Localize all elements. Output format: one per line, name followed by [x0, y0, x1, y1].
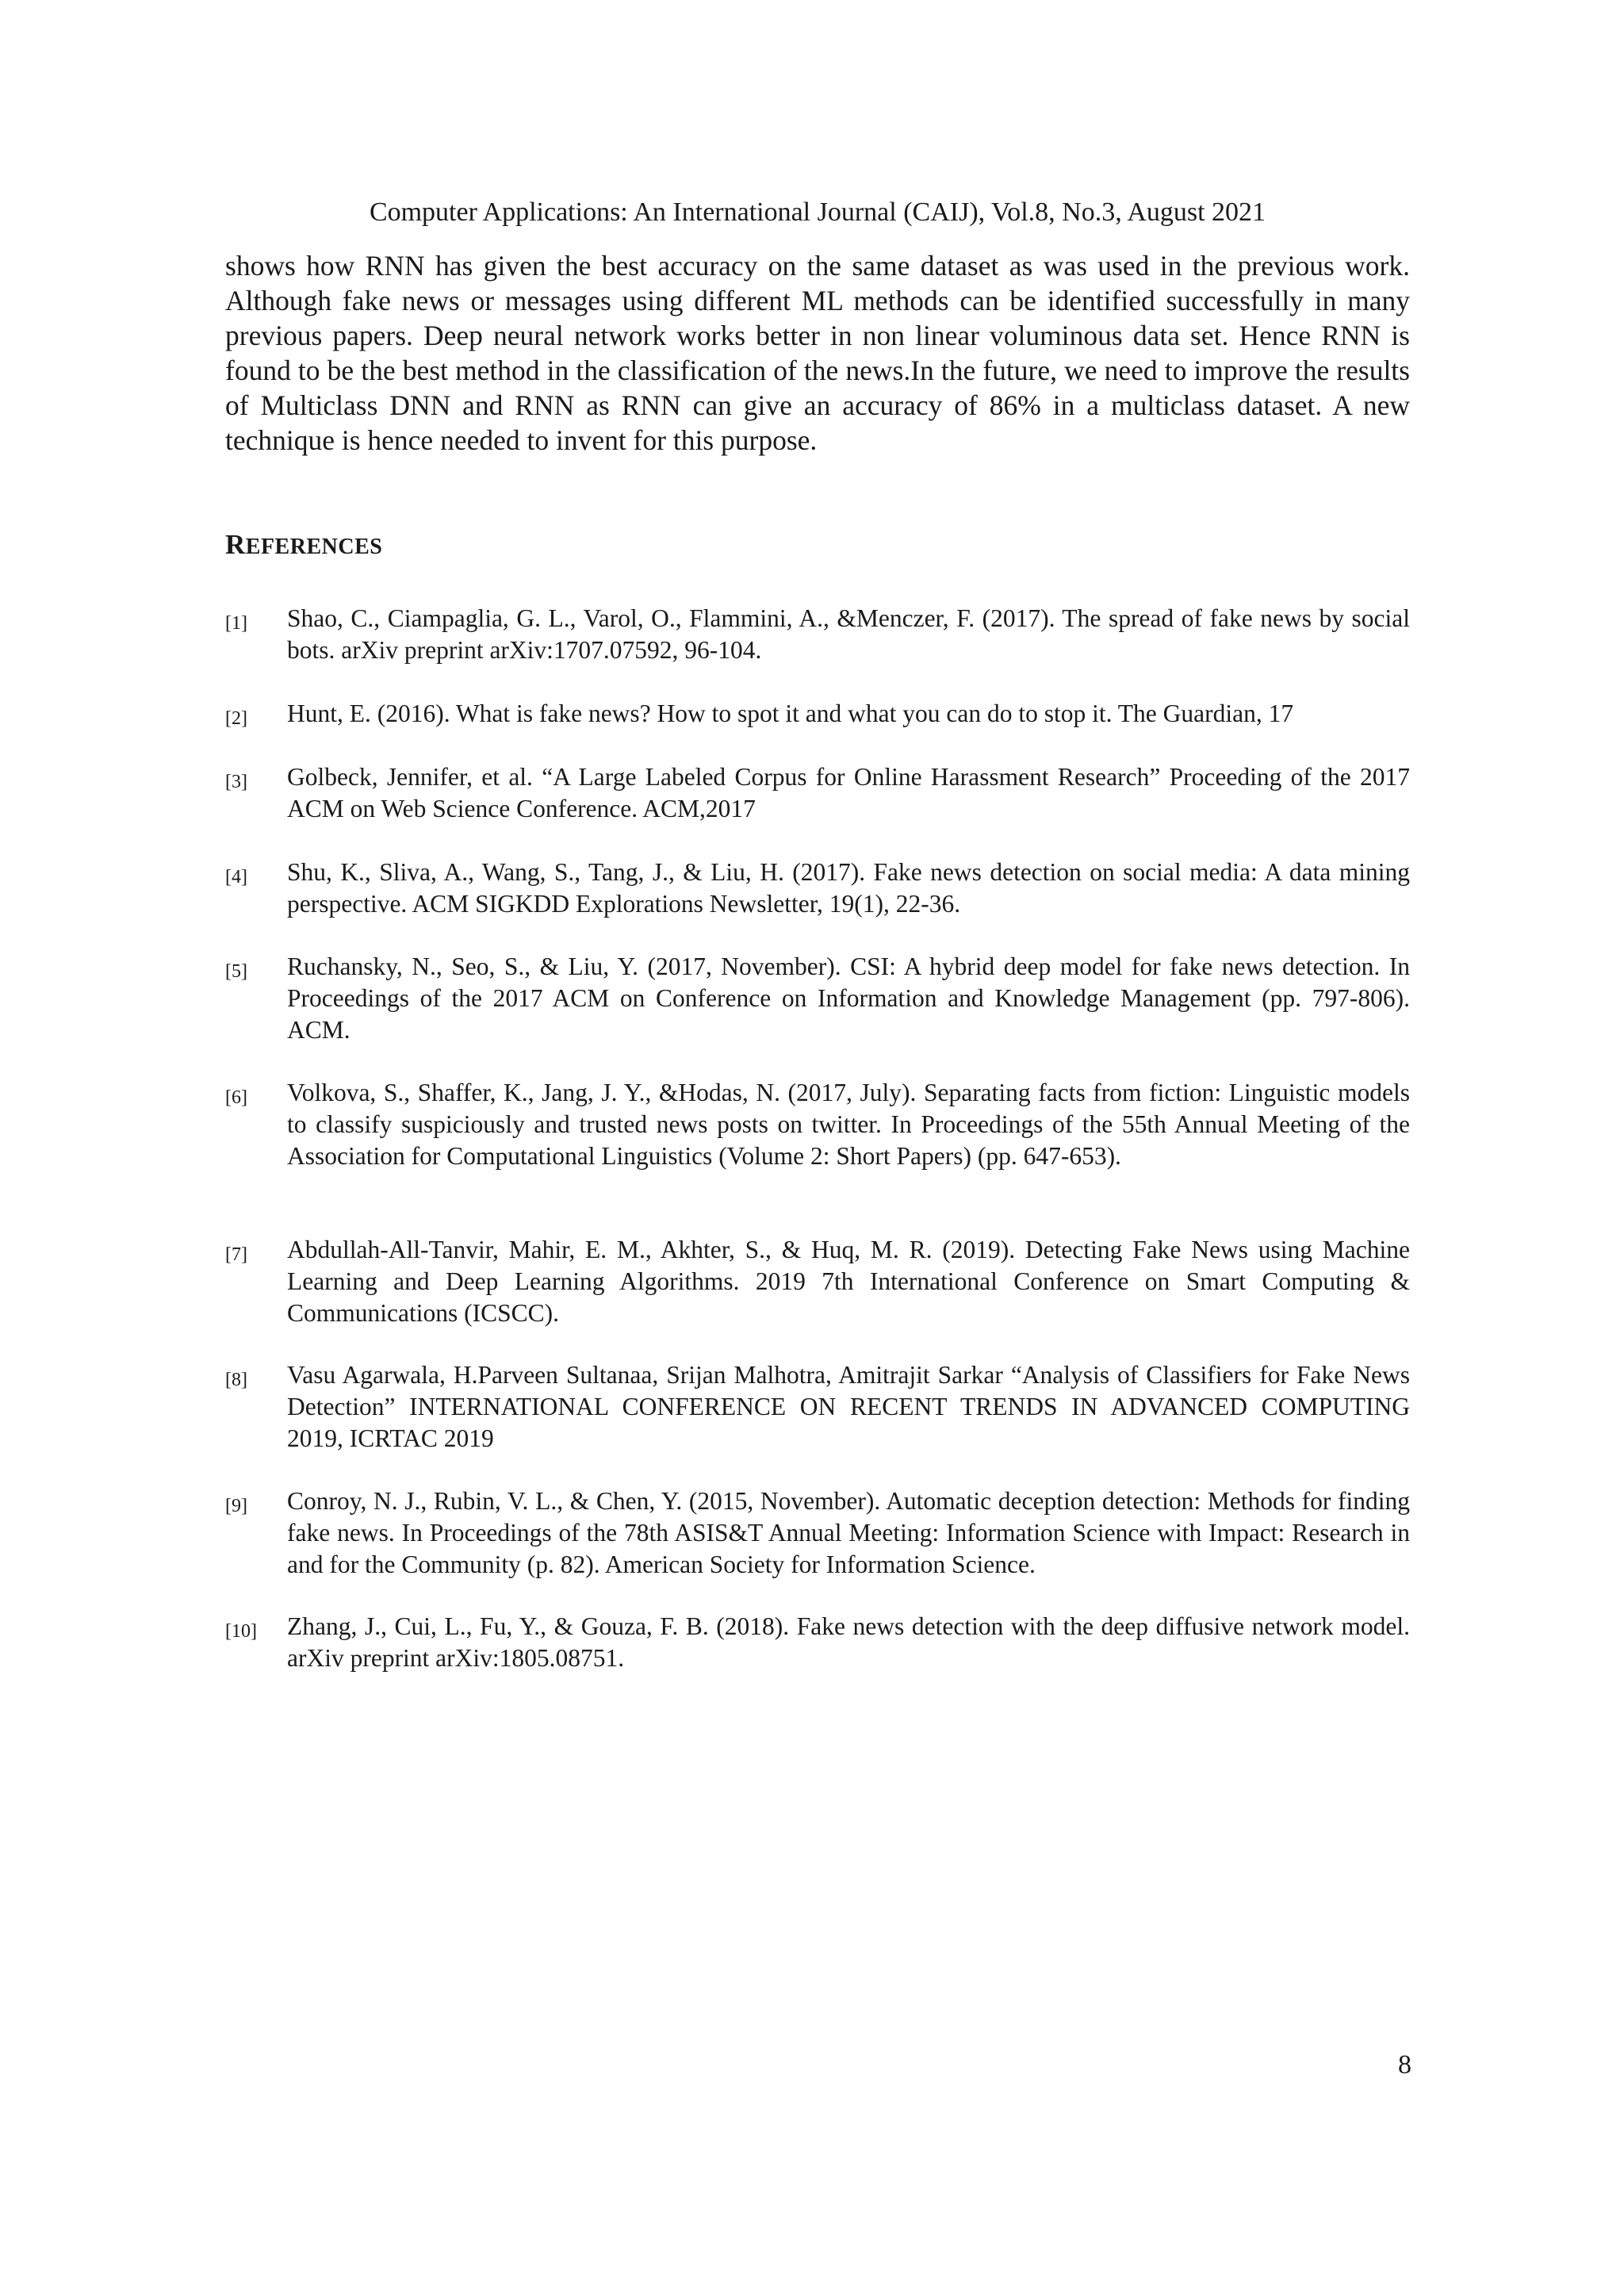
reference-text: Volkova, S., Shaffer, K., Jang, J. Y., &Hodas, N. (2017, July). Separating facts from fiction: Linguistic models to classify suspiciously and trusted news posts on twitter. In Proceedings of the 55th Annual Meeting of the Association for Computational Linguistics (Volume 2: Short Papers) (pp. 647-653).	[287, 1079, 1410, 1170]
reference-number: [7]	[225, 1244, 247, 1265]
reference-text: Ruchansky, N., Seo, S., & Liu, Y. (2017, November). CSI: A hybrid deep model for fake news detection. In Proceedings of the 2017 ACM on Conference on Information and Knowledge Management (pp. 797-806). ACM.	[287, 953, 1410, 1044]
reference-number: [5]	[225, 961, 247, 982]
reference-text: Vasu Agarwala, H.Parveen Sultanaa, Srijan Malhotra, Amitrajit Sarkar “Analysis of Classifiers for Fake News Detection” INTERNATIONAL CONFERENCE ON RECENT TRENDS IN ADVANCED COMPUTING 2019, ICRTAC 2019	[287, 1361, 1410, 1452]
page-number: 8	[1398, 2050, 1411, 2079]
references-heading-rest: EFERENCES	[245, 535, 383, 559]
reference-number: [3]	[225, 772, 247, 792]
reference-text: Golbeck, Jennifer, et al. “A Large Labeled Corpus for Online Harassment Research” Proceeding of the 2017 ACM on Web Science Conference. ACM,2017	[287, 763, 1410, 822]
body-paragraph: shows how RNN has given the best accuracy on the same dataset as was used in the previous work. Although fake news or messages using different ML methods can be identified successfully in many previous papers. Deep neural network works better in non linear voluminous data set. Hence RNN is found to be the best method in the classification of the news.In the future, we need to improve the results of Multiclass DNN and RNN as RNN can give an accuracy of 86% in a multiclass dataset. A new technique is hence needed to invent for this purpose.	[225, 250, 1410, 456]
reference-number: [6]	[225, 1087, 247, 1108]
reference-number: [4]	[225, 867, 247, 887]
reference-number: [9]	[225, 1496, 247, 1516]
reference-text: Conroy, N. J., Rubin, V. L., & Chen, Y. (2015, November). Automatic deception detection: Methods for finding fake news. In Proceedings of the 78th ASIS&T Annual Meeting: Information Science with Impact: Research in and for the Community (p. 82). American Society for Information Science.	[287, 1487, 1410, 1578]
reference-number: [8]	[225, 1370, 247, 1390]
running-header: Computer Applications: An International Journal (CAIJ), Vol.8, No.3, August 2021	[369, 197, 1266, 227]
reference-number: [2]	[225, 708, 247, 729]
reference-text: Shao, C., Ciampaglia, G. L., Varol, O., Flammini, A., &Menczer, F. (2017). The spread of fake news by social bots. arXiv preprint arXiv:1707.07592, 96-104.	[287, 604, 1410, 664]
reference-text: Hunt, E. (2016). What is fake news? How to spot it and what you can do to stop it. The Guardian, 17	[287, 700, 1294, 727]
reference-number: [1]	[225, 613, 247, 634]
references-heading-initial: R	[225, 529, 246, 560]
reference-text: Shu, K., Sliva, A., Wang, S., Tang, J., & Liu, H. (2017). Fake news detection on social media: A data mining perspective. ACM SIGKDD Explorations Newsletter, 19(1), 22-36.	[287, 858, 1410, 918]
reference-text: Abdullah-All-Tanvir, Mahir, E. M., Akhter, S., & Huq, M. R. (2019). Detecting Fake News using Machine Learning and Deep Learning Algorithms. 2019 7th International Conference on Smart Computing & Communications (ICSCC).	[287, 1236, 1410, 1327]
references-heading	[225, 529, 382, 561]
reference-number: [10]	[225, 1621, 257, 1642]
reference-text: Zhang, J., Cui, L., Fu, Y., & Gouza, F. B. (2018). Fake news detection with the deep diffusive network model. arXiv preprint arXiv:1805.08751.	[287, 1612, 1410, 1672]
